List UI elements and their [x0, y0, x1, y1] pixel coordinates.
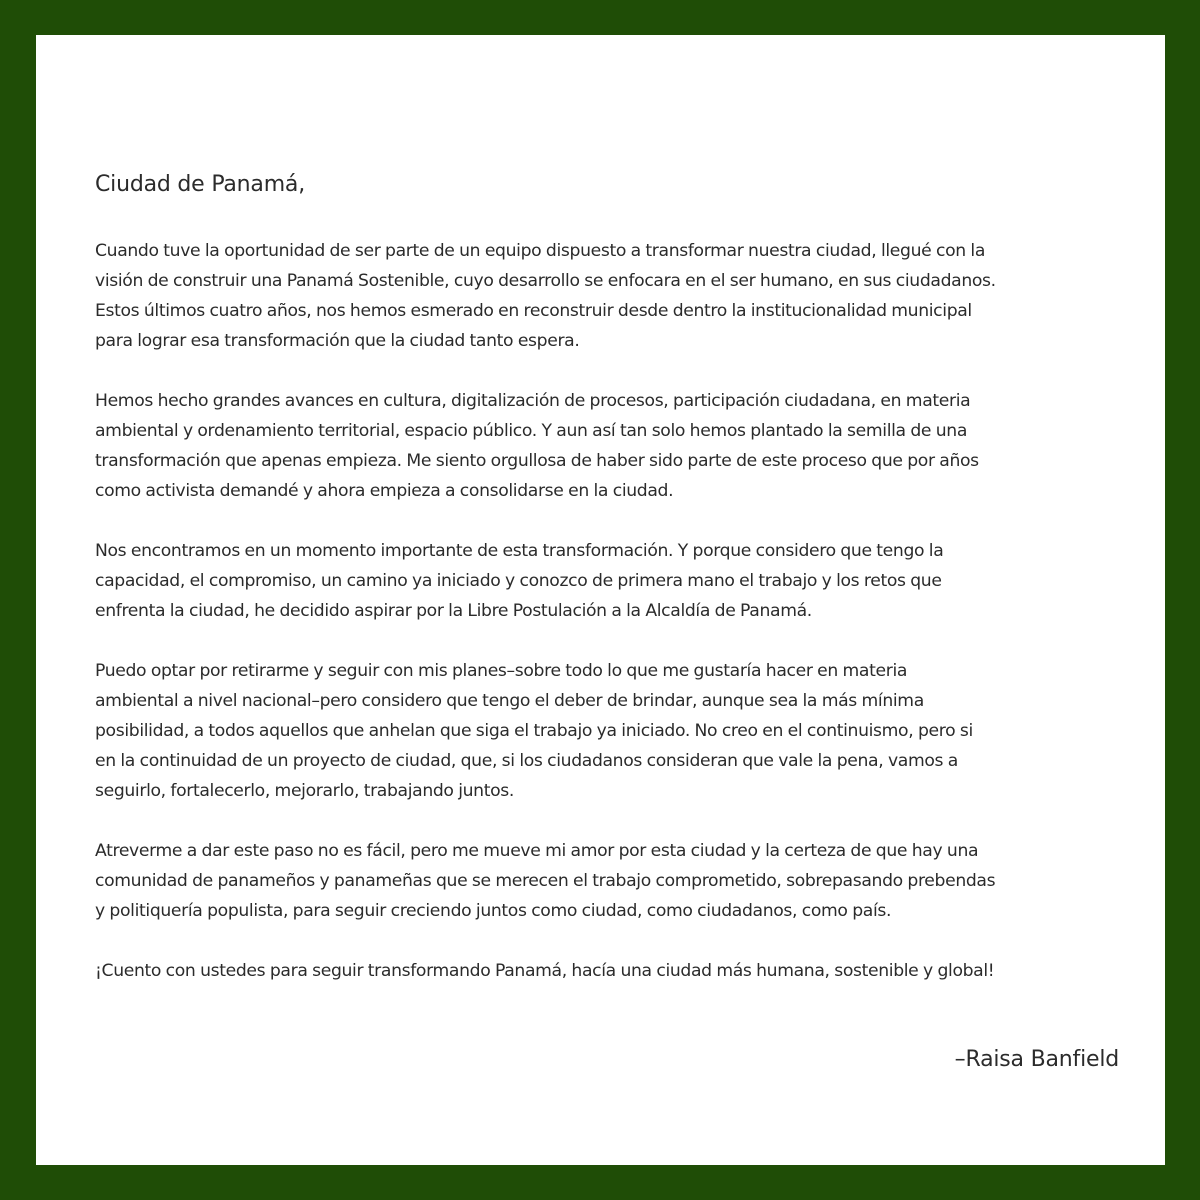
paragraph-line: posibilidad, a todos aquellos que anhelan que siga el trabajo ya iniciado. No creo en el continuismo, pero si: [95, 721, 973, 741]
closing-line: ¡Cuento con ustedes para seguir transformando Panamá, hacía una ciudad más humana, sostenible y global!: [95, 961, 995, 981]
paragraph-line: ambiental y ordenamiento territorial, espacio público. Y aun así tan solo hemos plantado la semilla de una: [95, 421, 968, 441]
paragraph-1: [95, 236, 1135, 356]
paragraph-line: y politiquería populista, para seguir creciendo juntos como ciudad, como ciudadanos, como país.: [95, 901, 892, 921]
paragraph-2: [95, 386, 1135, 506]
paragraph-line: transformación que apenas empieza. Me siento orgullosa de haber sido parte de este proceso que por años: [95, 451, 979, 471]
letter-page: [36, 35, 1165, 1165]
paragraph-5: [95, 836, 1135, 926]
signature: –Raisa Banfield: [954, 1047, 1119, 1072]
paragraph-line: Puedo optar por retirarme y seguir con mis planes–sobre todo lo que me gustaría hacer en materia: [95, 661, 908, 681]
paragraph-line: como activista demandé y ahora empieza a consolidarse en la ciudad.: [95, 481, 674, 501]
paragraph-line: Nos encontramos en un momento importante de esta transformación. Y porque considero que tengo la: [95, 541, 944, 561]
paragraph-line: visión de construir una Panamá Sostenible, cuyo desarrollo se enfocara en el ser humano, en sus ciudadanos.: [95, 271, 996, 291]
paragraph-line: seguirlo, fortalecerlo, mejorarlo, trabajando juntos.: [95, 781, 514, 801]
paragraph-line: ambiental a nivel nacional–pero considero que tengo el deber de brindar, aunque sea la más mínima: [95, 691, 924, 711]
salutation: Ciudad de Panamá,: [95, 172, 306, 197]
paragraph-line: Cuando tuve la oportunidad de ser parte de un equipo dispuesto a transformar nuestra ciudad, llegué con la: [95, 241, 985, 261]
paragraph-4: [95, 656, 1135, 806]
paragraph-line: Hemos hecho grandes avances en cultura, digitalización de procesos, participación ciudadana, en materia: [95, 391, 971, 411]
paragraph-line: para lograr esa transformación que la ciudad tanto espera.: [95, 331, 580, 351]
paragraph-line: Estos últimos cuatro años, nos hemos esmerado en reconstruir desde dentro la institucionalidad municipal: [95, 301, 972, 321]
paragraph-line: enfrenta la ciudad, he decidido aspirar por la Libre Postulación a la Alcaldía de Panamá.: [95, 601, 812, 621]
paragraph-line: Atreverme a dar este paso no es fácil, pero me mueve mi amor por esta ciudad y la certeza de que hay una: [95, 841, 979, 861]
paragraph-line: comunidad de panameños y panameñas que se merecen el trabajo comprometido, sobrepasando prebendas: [95, 871, 996, 891]
paragraph-line: en la continuidad de un proyecto de ciudad, que, si los ciudadanos consideran que vale la pena, vamos a: [95, 751, 958, 771]
letter-body: [95, 170, 1135, 986]
paragraph-3: [95, 536, 1135, 626]
paragraph-line: capacidad, el compromiso, un camino ya iniciado y conozco de primera mano el trabajo y los retos que: [95, 571, 942, 591]
